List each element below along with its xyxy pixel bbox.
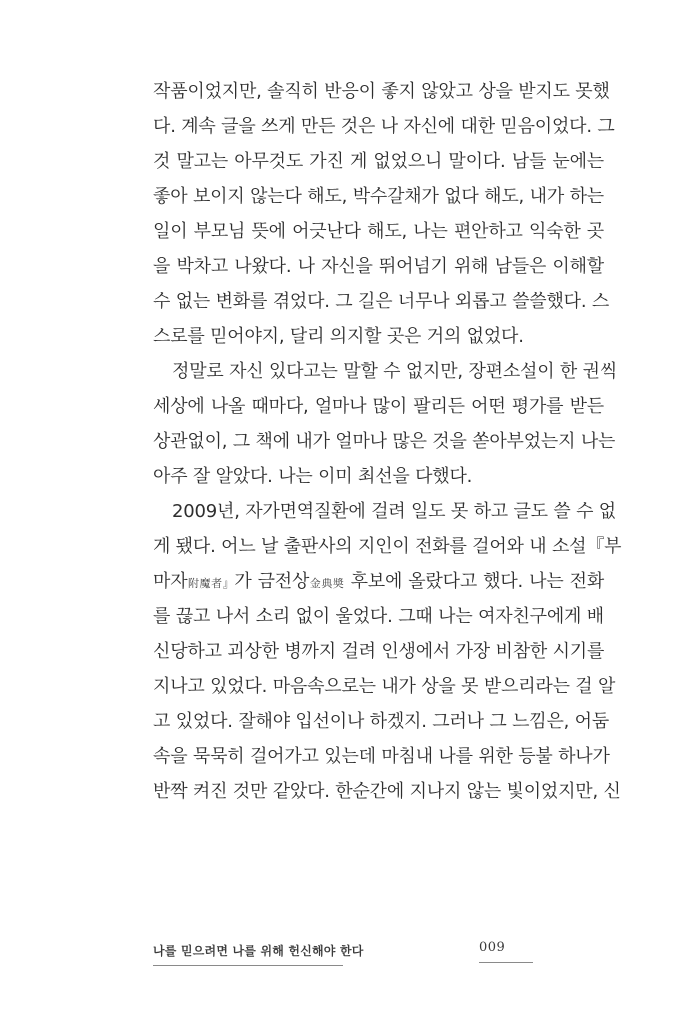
- text-line: 반짝 켜진 것만 같았다. 한순간에 지나지 않는 빛이었지만, 신: [153, 781, 621, 802]
- text-line-paragraph-start: 2009년, 자가면역질환에 걸려 일도 못 하고 글도 쓸 수 없: [172, 501, 616, 522]
- text-line: 세상에 나올 때마다, 얼마나 많이 팔리든 어떤 평가를 받든: [153, 396, 604, 417]
- text-line-with-hanja: [153, 564, 604, 599]
- body-text: [153, 74, 622, 809]
- text-segment: 가 금전상: [234, 571, 310, 592]
- text-line-paragraph-end: 스로를 믿어야지, 달리 의지할 곳은 거의 없었다.: [153, 326, 524, 347]
- text-line: 것 말고는 아무것도 가진 게 없었으니 말이다. 남들 눈에는: [153, 151, 604, 172]
- text-line: 수 없는 변화를 겪었다. 그 길은 너무나 외롭고 쓸쓸했다. 스: [153, 291, 610, 312]
- text-line-paragraph-start: 정말로 자신 있다고는 말할 수 없지만, 장편소설이 한 권씩: [172, 361, 618, 382]
- text-line: 지나고 있었다. 마음속으로는 내가 상을 못 받으리라는 걸 알: [153, 676, 616, 697]
- text-line: 속을 묵묵히 걸어가고 있는데 마침내 나를 위한 등불 하나가: [153, 746, 610, 767]
- text-line: 를 끊고 나서 소리 없이 울었다. 그때 나는 여자친구에게 배: [153, 606, 604, 627]
- text-line: 게 됐다. 어느 날 출판사의 지인이 전화를 걸어와 내 소설『부: [153, 536, 622, 557]
- text-line: 을 박차고 나왔다. 나 자신을 뛰어넘기 위해 남들은 이해할: [153, 256, 604, 277]
- text-line-paragraph-end: 아주 잘 알았다. 나는 이미 최선을 다했다.: [153, 466, 473, 487]
- text-line: 다. 계속 글을 쓰게 만든 것은 나 자신에 대한 믿음이었다. 그: [153, 116, 615, 137]
- text-segment: 후보에 올랐다고 했다. 나는 전화: [344, 571, 605, 592]
- text-line: 작품이었지만, 솔직히 반응이 좋지 않았고 상을 받지도 못했: [153, 81, 610, 102]
- hanja-annotation: 金典奬: [309, 577, 345, 590]
- text-segment: 마자: [153, 571, 188, 592]
- text-line: 상관없이, 그 책에 내가 얼마나 많은 것을 쏟아부었는지 나는: [153, 431, 616, 452]
- running-title: 나를 믿으려면 나를 위해 헌신해야 한다: [153, 942, 343, 966]
- text-line: 고 있었다. 잘해야 입선이나 하겠지. 그러나 그 느낌은, 어둠: [153, 711, 610, 732]
- text-line: 좋아 보이지 않는다 해도, 박수갈채가 없다 해도, 내가 하는: [153, 186, 604, 207]
- text-line: 일이 부모님 뜻에 어긋난다 해도, 나는 편안하고 익숙한 곳: [153, 221, 604, 242]
- page-number: 009: [479, 940, 533, 963]
- text-line: 신당하고 괴상한 병까지 걸려 인생에서 가장 비참한 시기를: [153, 641, 605, 662]
- hanja-annotation: 附魔者』: [187, 577, 235, 590]
